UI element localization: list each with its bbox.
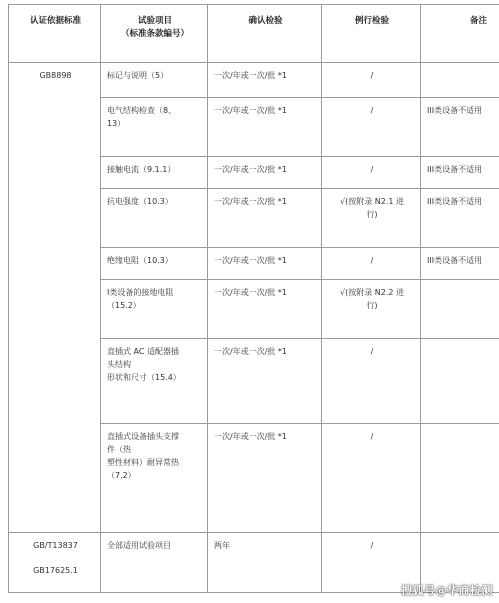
header-standard: 认证依据标准 <box>9 5 101 63</box>
routine-value: / <box>322 533 421 593</box>
routine-value: / <box>322 63 421 98</box>
watermark: 搜狐号@华商检测 <box>401 584 493 597</box>
routine-value: / <box>322 248 421 280</box>
test-item: 全部适用试验项目 <box>101 533 208 593</box>
standard-gb8898: GB8898 <box>9 63 101 533</box>
remark: III类设备不适用 <box>421 157 499 189</box>
confirm-value: 一次/年或一次/批 *1 <box>208 63 322 98</box>
routine-value: / <box>322 98 421 157</box>
test-item: 抗电强度（10.3） <box>101 189 208 248</box>
test-item: 电气结构检查（8、 13） <box>101 98 208 157</box>
table-row <box>9 63 499 98</box>
confirm-value: 一次/年或一次/批 *1 <box>208 157 322 189</box>
header-confirm-inspection: 确认检验 <box>208 5 322 63</box>
remark <box>421 424 499 533</box>
header-row <box>9 5 499 63</box>
certification-table <box>8 4 499 593</box>
header-remarks: 备注 <box>421 5 499 63</box>
test-item: 标记与说明（5） <box>101 63 208 98</box>
header-test-item: 试验项目 （标准条款编号） <box>101 5 208 63</box>
test-item: I类设备的接地电阻 （15.2） <box>101 280 208 339</box>
routine-value: / <box>322 339 421 424</box>
test-item: 接触电流（9.1.1） <box>101 157 208 189</box>
confirm-value: 一次/年或一次/批 *1 <box>208 248 322 280</box>
remark <box>421 339 499 424</box>
remark: III类设备不适用 <box>421 248 499 280</box>
standard-gbt13837: GB/T13837 <box>33 541 78 550</box>
confirm-value: 一次/年或一次/批 *1 <box>208 424 322 533</box>
routine-value: √(按附录 N2.1 进 行) <box>322 189 421 248</box>
confirm-value: 一次/年或一次/批 *1 <box>208 280 322 339</box>
confirm-value: 一次/年或一次/批 *1 <box>208 339 322 424</box>
remark: III类设备不适用 <box>421 189 499 248</box>
remark <box>421 280 499 339</box>
confirm-value: 一次/年或一次/批 *1 <box>208 98 322 157</box>
test-item: 直插式设备插头支撑 件（热 塑性材料）耐异常热 （7.2） <box>101 424 208 533</box>
confirm-value: 一次/年或一次/批 *1 <box>208 189 322 248</box>
remark <box>421 63 499 98</box>
routine-value: / <box>322 157 421 189</box>
test-item: 直插式 AC 适配器插 头结构 形状和尺寸（15.4） <box>101 339 208 424</box>
confirm-value: 两年 <box>208 533 322 593</box>
test-item: 绝缘电阻（10.3） <box>101 248 208 280</box>
routine-value: / <box>322 424 421 533</box>
routine-value: √(按附录 N2.2 进 行) <box>322 280 421 339</box>
standard-gb17625: GB17625.1 <box>33 566 78 575</box>
header-routine-inspection: 例行检验 <box>322 5 421 63</box>
remark: III类设备不适用 <box>421 98 499 157</box>
standard-gbt13837-gb17625 <box>9 533 101 593</box>
